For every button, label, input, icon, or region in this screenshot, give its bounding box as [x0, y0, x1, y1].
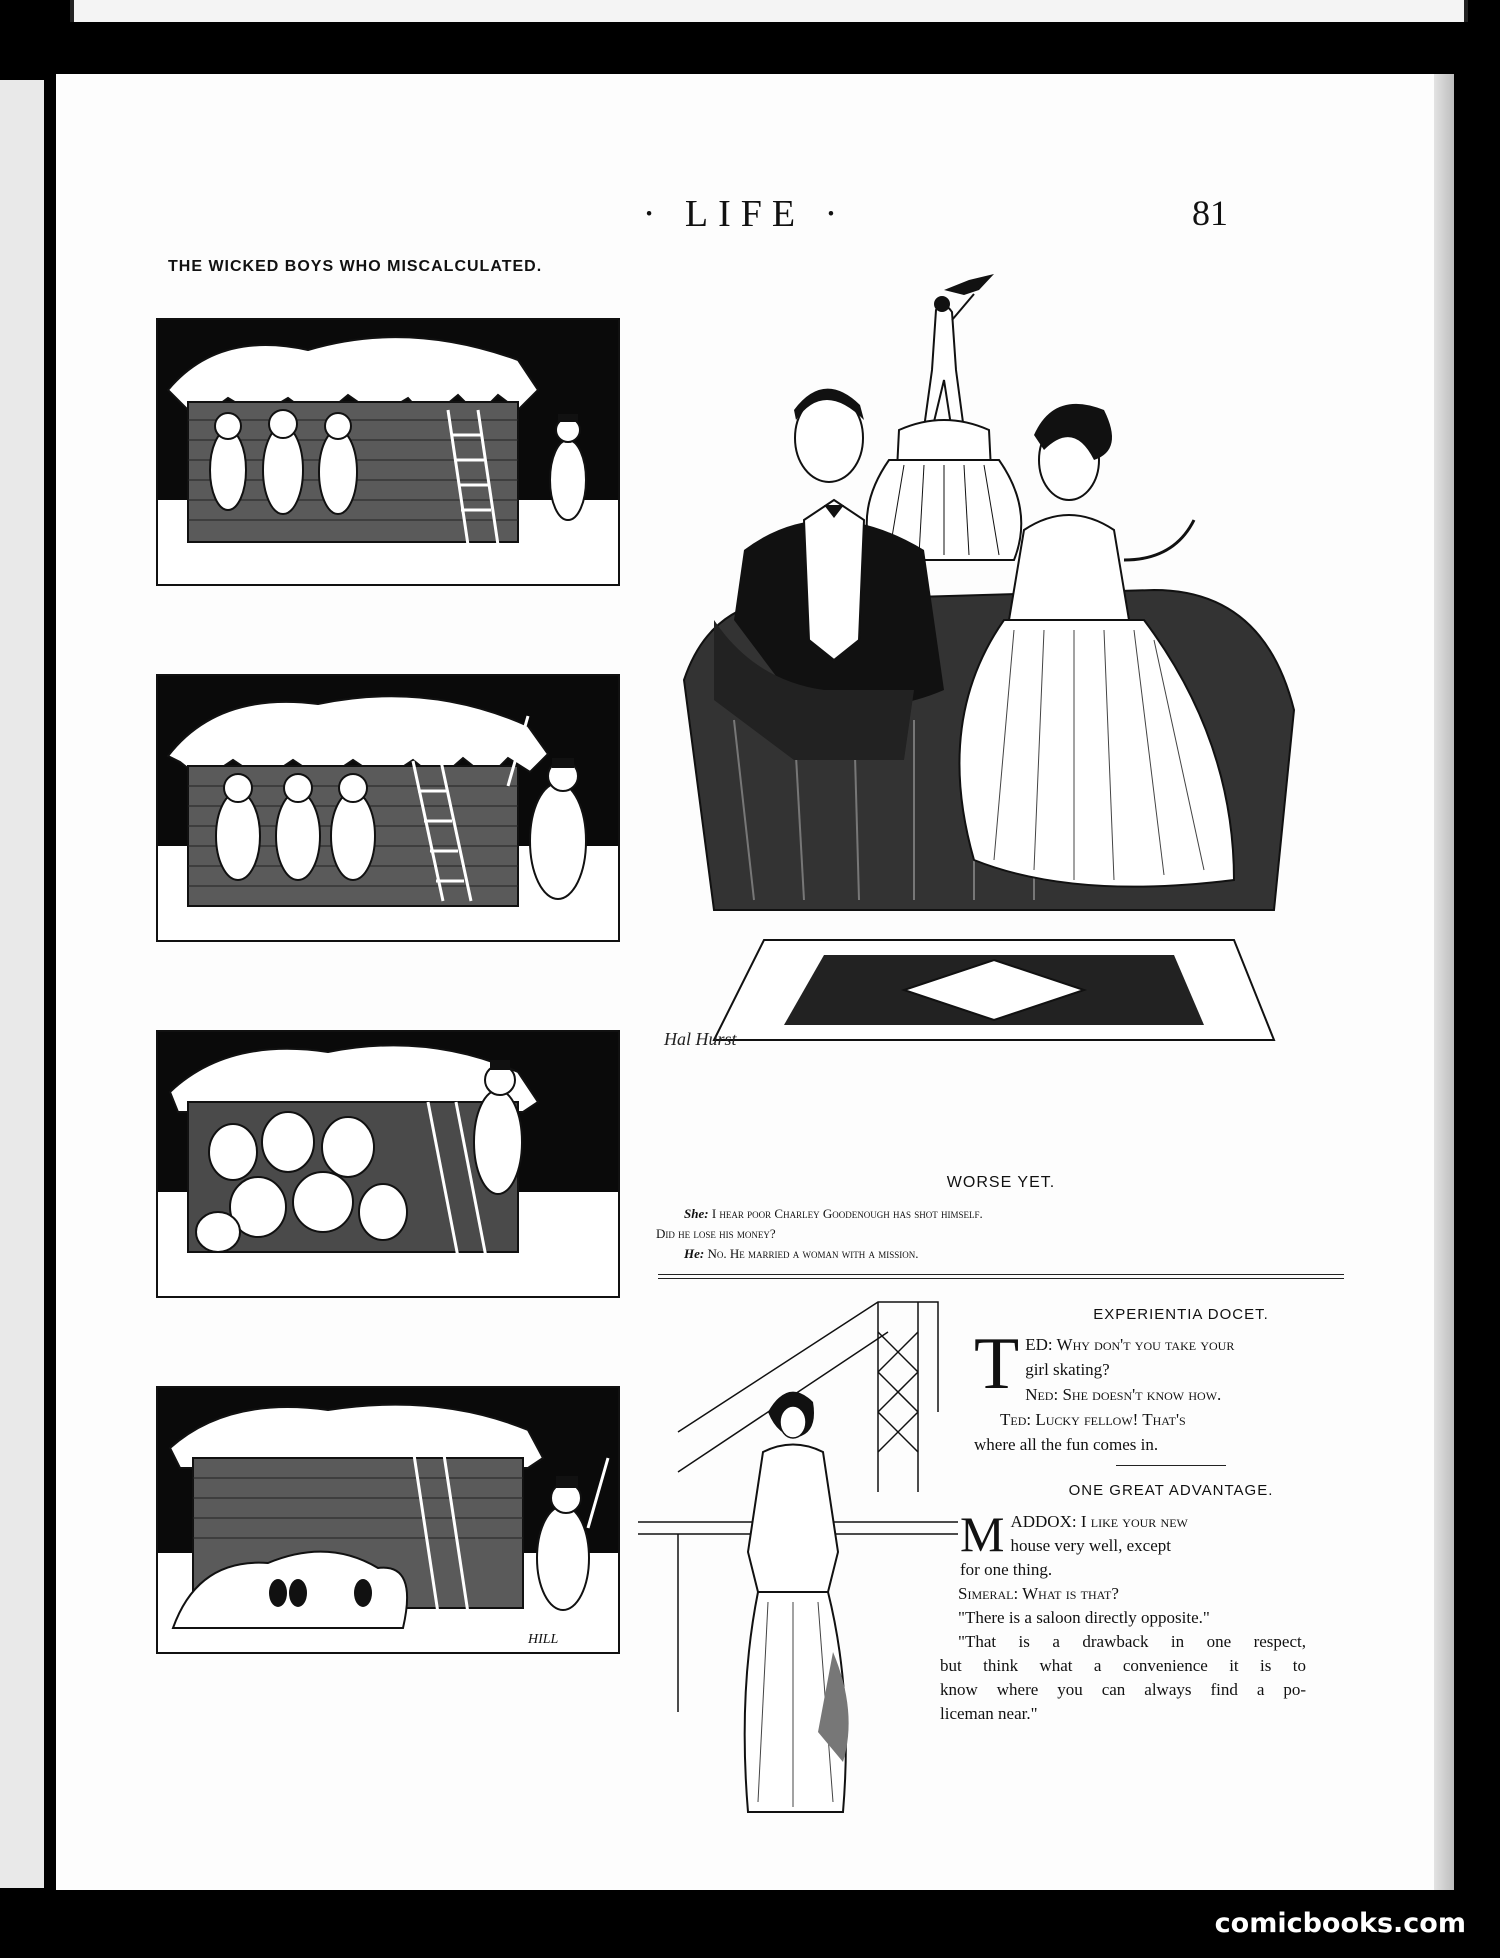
comic-panel-2 [156, 674, 620, 942]
dialogue-line [656, 1224, 1346, 1244]
text-line: for one thing. [960, 1560, 1053, 1579]
dialogue-text: Did he lose his money? [656, 1226, 776, 1241]
comic-panel-3 [156, 1030, 620, 1298]
text-line: Simeral: What is that? [958, 1584, 1119, 1603]
drop-cap-t: T [974, 1323, 1020, 1405]
previous-page-edge [70, 0, 1468, 22]
experientia-docet-title: EXPERIENTIA DOCET. [1093, 1306, 1269, 1323]
text-line: where all the fun comes in. [974, 1435, 1159, 1454]
left-page-sliver [0, 80, 44, 1888]
short-divider [1116, 1465, 1226, 1466]
text-line: Ned: She doesn't know how. [1025, 1385, 1222, 1404]
speaker-label: He: [684, 1246, 705, 1261]
page-number: 81 [1192, 193, 1228, 233]
worse-yet-dialogue [656, 1204, 1346, 1264]
text-line: but think what a convenience it is to [940, 1656, 1306, 1675]
text-line: "There is a saloon directly opposite." [958, 1608, 1210, 1627]
text-line: know where you can always find a po- [940, 1680, 1306, 1699]
comic-strip-signature: HILL [528, 1632, 559, 1647]
experientia-docet-text [974, 1323, 1304, 1457]
text-line: Ted: Lucky fellow! That's [1000, 1410, 1186, 1429]
watermark: comicbooks.com [1214, 1908, 1466, 1939]
page-edge-shadow [1434, 74, 1454, 1890]
text-line: ED: Why don't you take your [1025, 1335, 1235, 1354]
text-line: girl skating? [1025, 1360, 1110, 1379]
skater-woman-illustration [638, 1292, 958, 1832]
text-line: ADDOX: I like your new [1010, 1512, 1188, 1531]
text-line: liceman near." [940, 1704, 1038, 1723]
page-header-title: · LIFE · [642, 193, 848, 235]
section-divider [658, 1274, 1344, 1279]
worse-yet-title: WORSE YET. [946, 1174, 1056, 1191]
dialogue-line [656, 1204, 1346, 1224]
one-great-advantage-text [940, 1506, 1306, 1726]
dialogue-text: No. He married a woman with a mission. [707, 1246, 919, 1261]
comic-panel-1 [156, 318, 620, 586]
comic-strip-title: THE WICKED BOYS WHO MISCALCULATED. [168, 258, 543, 275]
comic-panel-4 [156, 1386, 620, 1654]
drop-cap-m: M [960, 1506, 1005, 1562]
dialogue-line [656, 1244, 1346, 1264]
illustration-signature: Hal Hurst [664, 1029, 737, 1049]
speaker-label: She: [684, 1206, 709, 1221]
text-line: "That is a drawback in one respect, [958, 1632, 1306, 1651]
text-line: house very well, except [1010, 1536, 1171, 1555]
one-great-advantage-title: ONE GREAT ADVANTAGE. [1068, 1482, 1274, 1499]
couple-on-sofa-illustration [674, 260, 1314, 1060]
dialogue-text: I hear poor Charley Goodenough has shot himself. [711, 1206, 983, 1221]
magazine-page [56, 74, 1434, 1890]
